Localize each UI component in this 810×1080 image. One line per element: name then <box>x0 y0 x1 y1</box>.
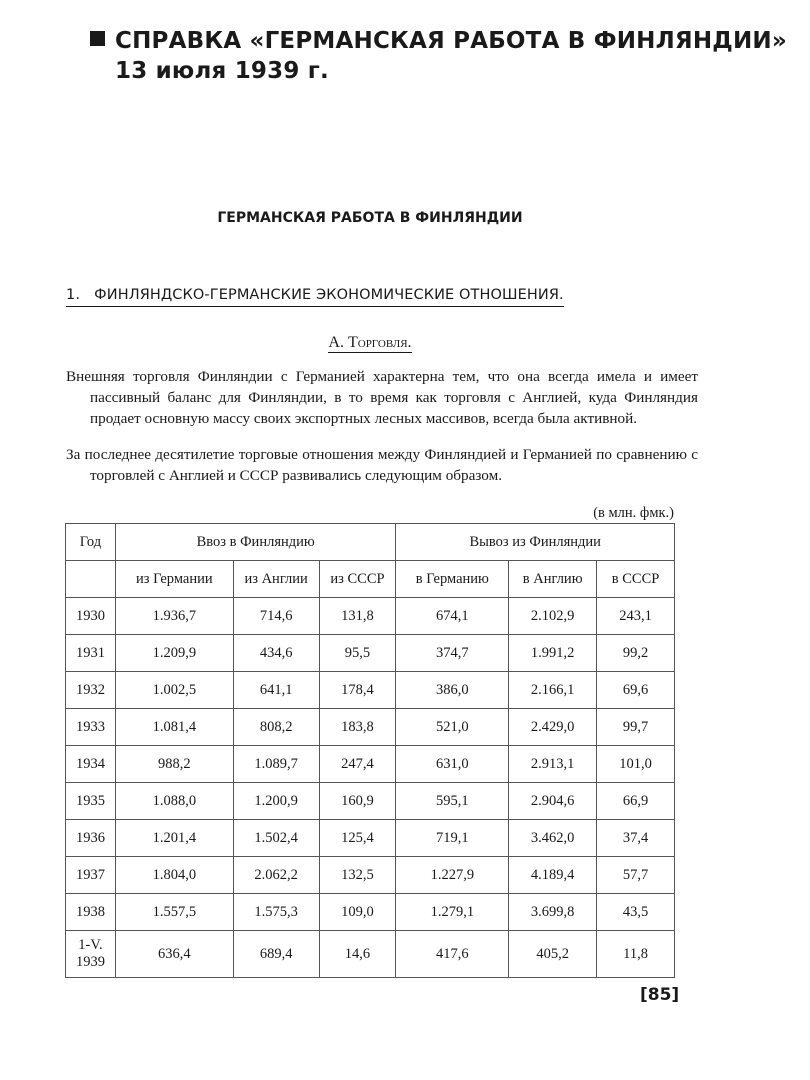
paragraph-1: Внешняя торговля Финляндии с Германией характерна тем, что она всегда имела и имеет пассивный баланс для Финляндии, в то время как торговля с Англией, куда Финляндия продает основную массу своих экспортных лесных массивов, всегда была активной. <box>66 368 698 427</box>
value-cell: 132,5 <box>319 857 396 894</box>
year-cell: 1936 <box>66 820 116 857</box>
value-cell: 99,7 <box>597 709 675 746</box>
page-number: [85] <box>640 985 680 1005</box>
value-cell: 4.189,4 <box>509 857 597 894</box>
subsection-heading-text: А. Торговля. <box>328 334 412 351</box>
value-cell: 14,6 <box>319 931 396 978</box>
empty-cell <box>66 561 116 598</box>
document-title <box>90 26 787 86</box>
import-header: Ввоз в Финляндию <box>115 524 396 561</box>
table-row <box>66 635 675 672</box>
value-cell: 988,2 <box>115 746 233 783</box>
value-cell: 1.081,4 <box>115 709 233 746</box>
value-cell: 178,4 <box>319 672 396 709</box>
value-cell: 631,0 <box>396 746 509 783</box>
value-cell: 183,8 <box>319 709 396 746</box>
value-cell: 57,7 <box>597 857 675 894</box>
value-cell: 434,6 <box>233 635 319 672</box>
value-cell: 3.462,0 <box>509 820 597 857</box>
value-cell: 1.201,4 <box>115 820 233 857</box>
table-row <box>66 672 675 709</box>
value-cell: 1.209,9 <box>115 635 233 672</box>
value-cell: 37,4 <box>597 820 675 857</box>
value-cell: 636,4 <box>115 931 233 978</box>
value-cell: 719,1 <box>396 820 509 857</box>
table-row <box>66 783 675 820</box>
value-cell: 1.200,9 <box>233 783 319 820</box>
subheader-cell: в СССР <box>597 561 675 598</box>
table-row <box>66 857 675 894</box>
value-cell: 386,0 <box>396 672 509 709</box>
value-cell: 66,9 <box>597 783 675 820</box>
value-cell: 3.699,8 <box>509 894 597 931</box>
export-header: Вывоз из Финляндии <box>396 524 675 561</box>
value-cell: 1.002,5 <box>115 672 233 709</box>
table-row <box>66 598 675 635</box>
value-cell: 1.279,1 <box>396 894 509 931</box>
value-cell: 1.557,5 <box>115 894 233 931</box>
value-cell: 11,8 <box>597 931 675 978</box>
value-cell: 405,2 <box>509 931 597 978</box>
value-cell: 1.991,2 <box>509 635 597 672</box>
year-cell-line: 1939 <box>75 954 105 970</box>
year-cell: 1931 <box>66 635 116 672</box>
value-cell: 1.804,0 <box>115 857 233 894</box>
title-line-1: СПРАВКА «ГЕРМАНСКАЯ РАБОТА В ФИНЛЯНДИИ» <box>115 28 787 54</box>
year-cell: 1934 <box>66 746 116 783</box>
value-cell: 374,7 <box>396 635 509 672</box>
value-cell: 808,2 <box>233 709 319 746</box>
value-cell: 1.936,7 <box>115 598 233 635</box>
table-row <box>66 709 675 746</box>
year-cell: 1935 <box>66 783 116 820</box>
value-cell: 1.575,3 <box>233 894 319 931</box>
value-cell: 1.227,9 <box>396 857 509 894</box>
section-heading <box>66 287 564 307</box>
value-cell: 2.062,2 <box>233 857 319 894</box>
value-cell: 43,5 <box>597 894 675 931</box>
year-cell-line: 1-V. <box>78 937 103 953</box>
unit-note: (в млн. фмк.) <box>593 505 674 521</box>
year-cell <box>66 931 116 978</box>
table-row <box>66 746 675 783</box>
value-cell: 674,1 <box>396 598 509 635</box>
value-cell: 417,6 <box>396 931 509 978</box>
table-subheader-row <box>66 561 675 598</box>
value-cell: 2.913,1 <box>509 746 597 783</box>
subheader-cell: в Англию <box>509 561 597 598</box>
value-cell: 714,6 <box>233 598 319 635</box>
value-cell: 99,2 <box>597 635 675 672</box>
year-cell: 1930 <box>66 598 116 635</box>
value-cell: 2.429,0 <box>509 709 597 746</box>
year-cell: 1937 <box>66 857 116 894</box>
value-cell: 160,9 <box>319 783 396 820</box>
table-body <box>66 598 675 978</box>
subheader-cell: в Германию <box>396 561 509 598</box>
value-cell: 689,4 <box>233 931 319 978</box>
trade-table <box>65 523 675 978</box>
paragraph-2: За последнее десятилетие торговые отношения между Финляндией и Германией по сравнению с торговлей с Англией и СССР развивались следующим образом. <box>66 446 698 484</box>
value-cell: 521,0 <box>396 709 509 746</box>
table-row <box>66 820 675 857</box>
subheader-cell: из Англии <box>233 561 319 598</box>
value-cell: 69,6 <box>597 672 675 709</box>
value-cell: 247,4 <box>319 746 396 783</box>
square-bullet-icon <box>90 31 105 46</box>
subheader-cell: из Германии <box>115 561 233 598</box>
value-cell: 595,1 <box>396 783 509 820</box>
title-date: 13 июля 1939 г. <box>115 58 329 84</box>
table-row <box>66 894 675 931</box>
value-cell: 1.089,7 <box>233 746 319 783</box>
value-cell: 101,0 <box>597 746 675 783</box>
value-cell: 641,1 <box>233 672 319 709</box>
year-cell: 1932 <box>66 672 116 709</box>
table-header-row <box>66 524 675 561</box>
table-row <box>66 931 675 978</box>
subsection-heading <box>0 334 740 352</box>
value-cell: 131,8 <box>319 598 396 635</box>
value-cell: 2.904,6 <box>509 783 597 820</box>
value-cell: 109,0 <box>319 894 396 931</box>
value-cell: 1.502,4 <box>233 820 319 857</box>
value-cell: 243,1 <box>597 598 675 635</box>
year-header: Год <box>66 524 116 561</box>
value-cell: 2.102,9 <box>509 598 597 635</box>
year-cell: 1933 <box>66 709 116 746</box>
year-cell: 1938 <box>66 894 116 931</box>
value-cell: 2.166,1 <box>509 672 597 709</box>
section-heading-text: 1. ФИНЛЯНДСКО-ГЕРМАНСКИЕ ЭКОНОМИЧЕСКИЕ ОТНОШЕНИЯ. <box>66 287 564 303</box>
main-heading: ГЕРМАНСКАЯ РАБОТА В ФИНЛЯНДИИ <box>217 210 523 226</box>
subheader-cell: из СССР <box>319 561 396 598</box>
value-cell: 1.088,0 <box>115 783 233 820</box>
value-cell: 125,4 <box>319 820 396 857</box>
value-cell: 95,5 <box>319 635 396 672</box>
